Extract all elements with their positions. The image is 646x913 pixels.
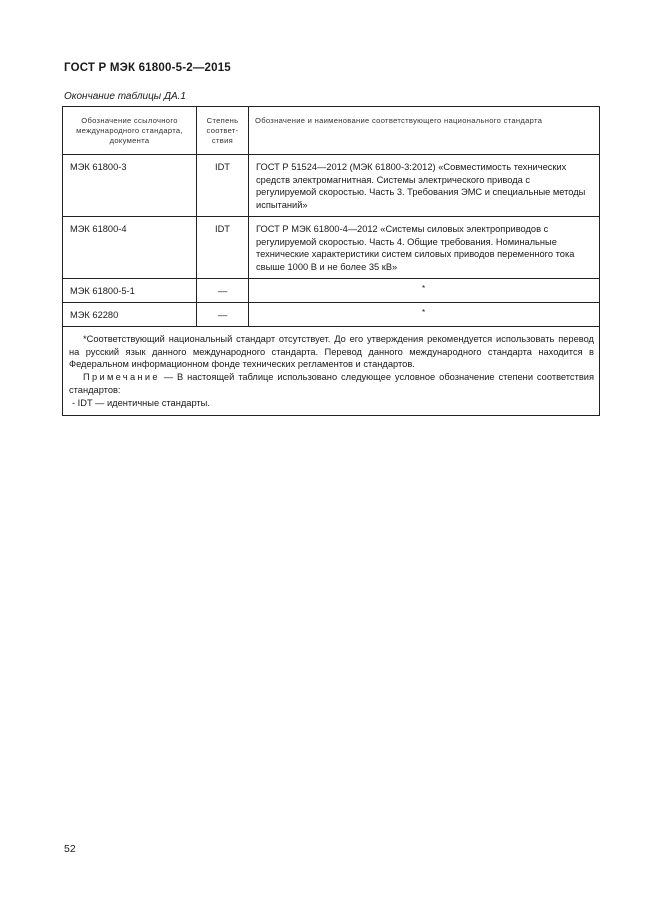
table-header-row: [63, 107, 600, 155]
table-row: [63, 303, 600, 327]
reference-cell: МЭК 62280: [63, 303, 197, 327]
column-header-national: Обозначение и наименование соответствующего национального стандарта: [249, 107, 600, 155]
national-standard-cell: *: [249, 279, 600, 303]
reference-cell: МЭК 61800-3: [63, 155, 197, 217]
reference-cell: МЭК 61800-4: [63, 217, 197, 279]
column-header-degree: Степень соответ-ствия: [197, 107, 249, 155]
note-text: — В настоящей таблице использовано следующее условное обозначение степени соответствия стандартов:: [69, 372, 594, 395]
footnote-row: [63, 327, 600, 416]
reference-cell: МЭК 61800-5-1: [63, 279, 197, 303]
document-header: ГОСТ Р МЭК 61800-5-2—2015: [64, 62, 231, 74]
table-row: [63, 217, 600, 279]
degree-cell: —: [197, 303, 249, 327]
table-row: [63, 279, 600, 303]
degree-cell: IDT: [197, 217, 249, 279]
national-standard-cell: *: [249, 303, 600, 327]
page-number: 52: [64, 843, 76, 855]
national-standard-cell: ГОСТ Р МЭК 61800-4—2012 «Системы силовых электроприводов с регулируемой скоростью. Часть 4. Общие требования. Номинальные технические характеристики систем силовых приводов переменного тока свыше 1000 В и не более 35 кВ»: [249, 217, 600, 279]
table-row: [63, 155, 600, 217]
footnote-paragraph: *Соответствующий национальный стандарт отсутствует. До его утверждения рекомендуется использовать перевод на русский язык данного международного стандарта. Перевод данного международного стандарта находится в Федеральном информационном фонде технических регламентов и стандартов.: [69, 334, 594, 370]
degree-cell: —: [197, 279, 249, 303]
footnote-cell: [63, 327, 600, 416]
note-list-item: - IDT — идентичные стандарты.: [72, 397, 210, 408]
standards-table: [62, 106, 600, 416]
column-header-reference: Обозначение ссылочного международного стандарта, документа: [63, 107, 197, 155]
table-caption: Окончание таблицы ДА.1: [64, 91, 186, 102]
degree-cell: IDT: [197, 155, 249, 217]
national-standard-cell: ГОСТ Р 51524—2012 (МЭК 61800-3:2012) «Совместимость технических средств электромагнитная. Системы электрического привода с регулируемой скоростью. Часть 3. Требования ЭМС и специальные методы испытаний»: [249, 155, 600, 217]
note-label: Примечание: [83, 372, 160, 383]
note-paragraph: [69, 371, 594, 396]
